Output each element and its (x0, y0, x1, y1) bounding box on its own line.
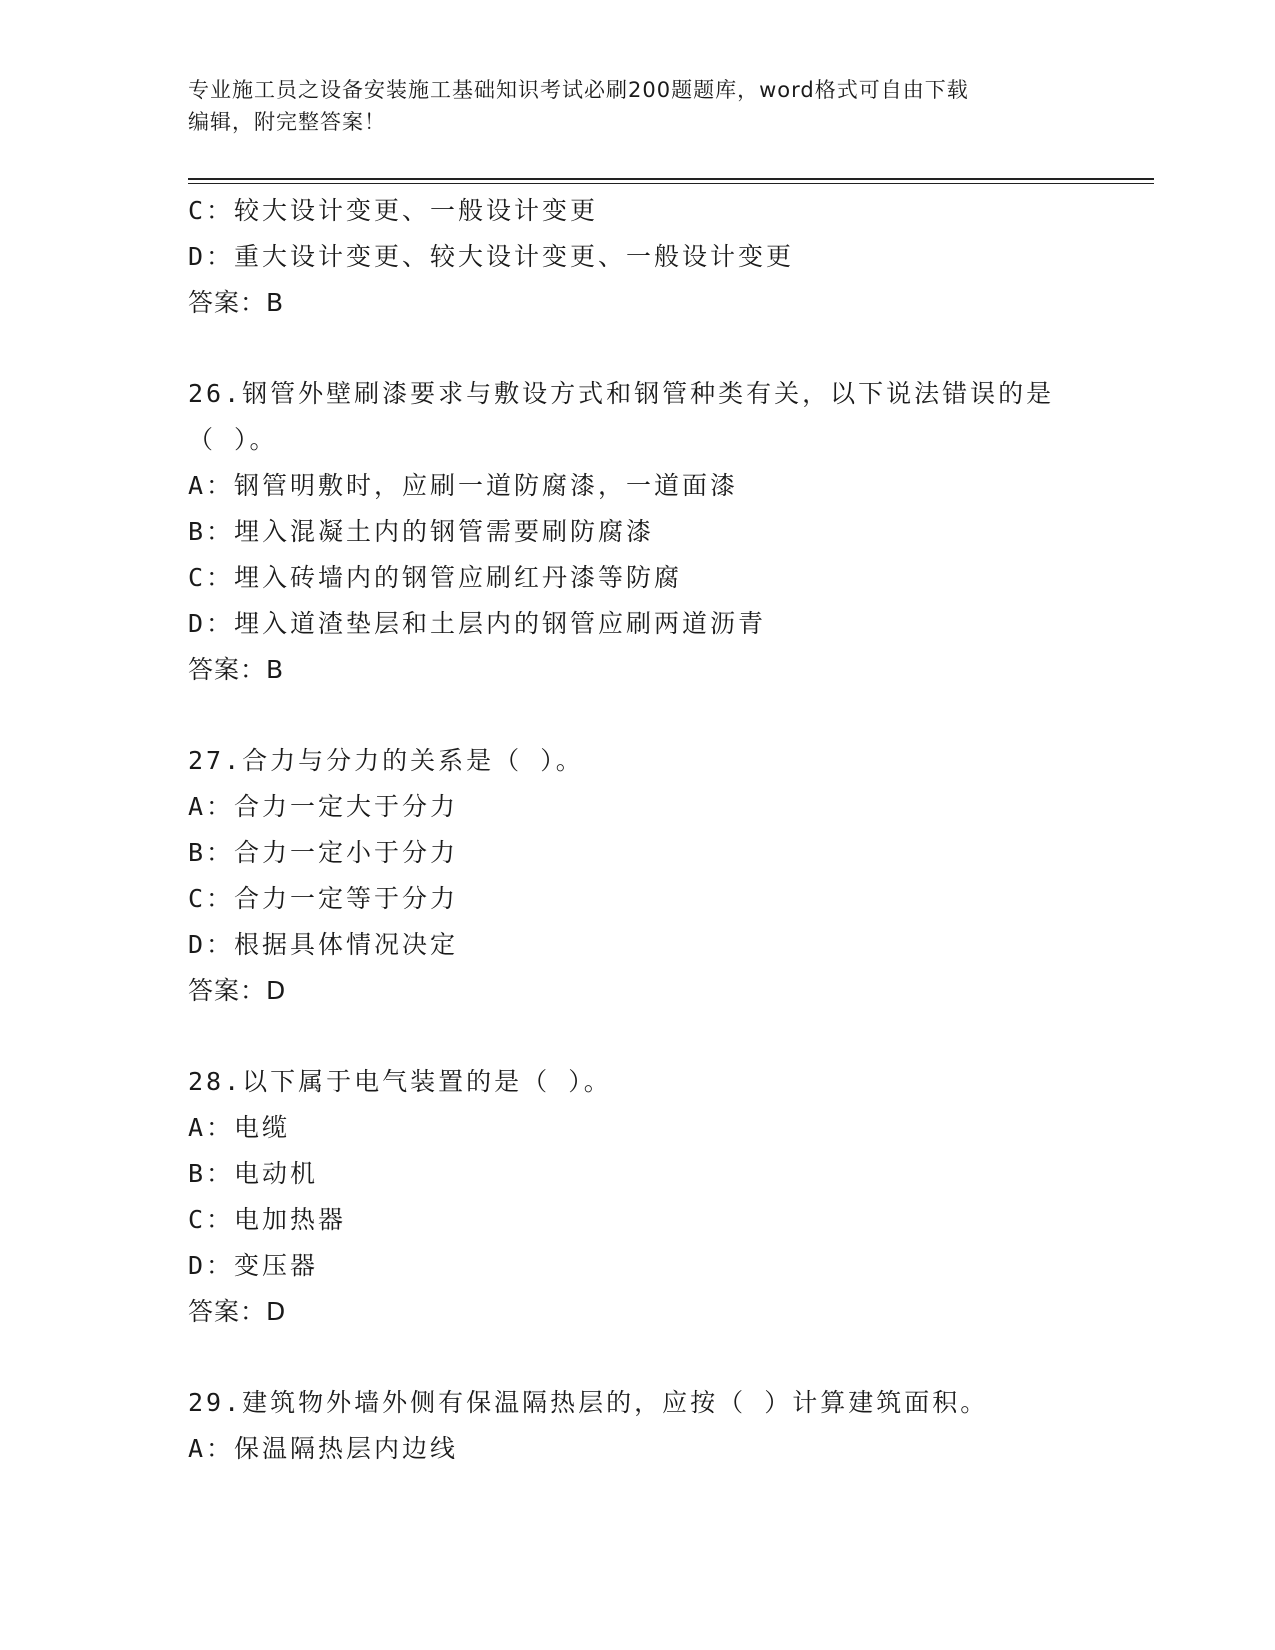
spacer (188, 1335, 1088, 1380)
header-divider-thick (188, 178, 1154, 180)
spacer (188, 1014, 1088, 1059)
answer: 答案：D (188, 976, 287, 1005)
option-a: A：保温隔热层内边线 (188, 1434, 459, 1463)
option-d: D：埋入道渣垫层和土层内的钢管应刷两道沥青 (188, 609, 767, 638)
answer: 答案：D (188, 1297, 287, 1326)
option-b: B：埋入混凝土内的钢管需要刷防腐漆 (188, 517, 655, 546)
answer: 答案：B (188, 655, 285, 684)
question-stem-continued: （ ）。 (188, 425, 278, 454)
header-title-line1: 专业施工员之设备安装施工基础知识考试必刷200题题库，word格式可自由下载 (188, 78, 969, 102)
question-stem: 28.以下属于电气装置的是（ ）。 (188, 1067, 612, 1096)
question-25 (188, 188, 1088, 326)
question-26 (188, 371, 1088, 693)
option-d: D：重大设计变更、较大设计变更、一般设计变更 (188, 242, 795, 271)
header-title-line2: 编辑，附完整答案！ (188, 110, 386, 134)
question-stem: 27.合力与分力的关系是（ ）。 (188, 746, 584, 775)
option-c: C：较大设计变更、一般设计变更 (188, 196, 599, 225)
question-stem: 26.钢管外壁刷漆要求与敷设方式和钢管种类有关，以下说法错误的是 (188, 379, 1055, 408)
option-a: A：钢管明敷时，应刷一道防腐漆，一道面漆 (188, 471, 739, 500)
option-d: D：根据具体情况决定 (188, 930, 459, 959)
option-d: D：变压器 (188, 1251, 319, 1280)
document-header (188, 74, 1088, 138)
question-28 (188, 1059, 1088, 1335)
option-c: C：合力一定等于分力 (188, 884, 459, 913)
header-divider-thin (188, 183, 1154, 184)
option-c: C：埋入砖墙内的钢管应刷红丹漆等防腐 (188, 563, 683, 592)
question-27 (188, 738, 1088, 1014)
option-a: A：合力一定大于分力 (188, 792, 459, 821)
option-b: B：合力一定小于分力 (188, 838, 459, 867)
option-a: A：电缆 (188, 1113, 291, 1142)
question-stem: 29.建筑物外墙外侧有保温隔热层的，应按（ ）计算建筑面积。 (188, 1388, 989, 1417)
spacer (188, 693, 1088, 738)
option-c: C：电加热器 (188, 1205, 347, 1234)
option-b: B：电动机 (188, 1159, 319, 1188)
question-29 (188, 1380, 1088, 1472)
spacer (188, 326, 1088, 371)
answer: 答案：B (188, 288, 285, 317)
question-list (188, 188, 1088, 1472)
